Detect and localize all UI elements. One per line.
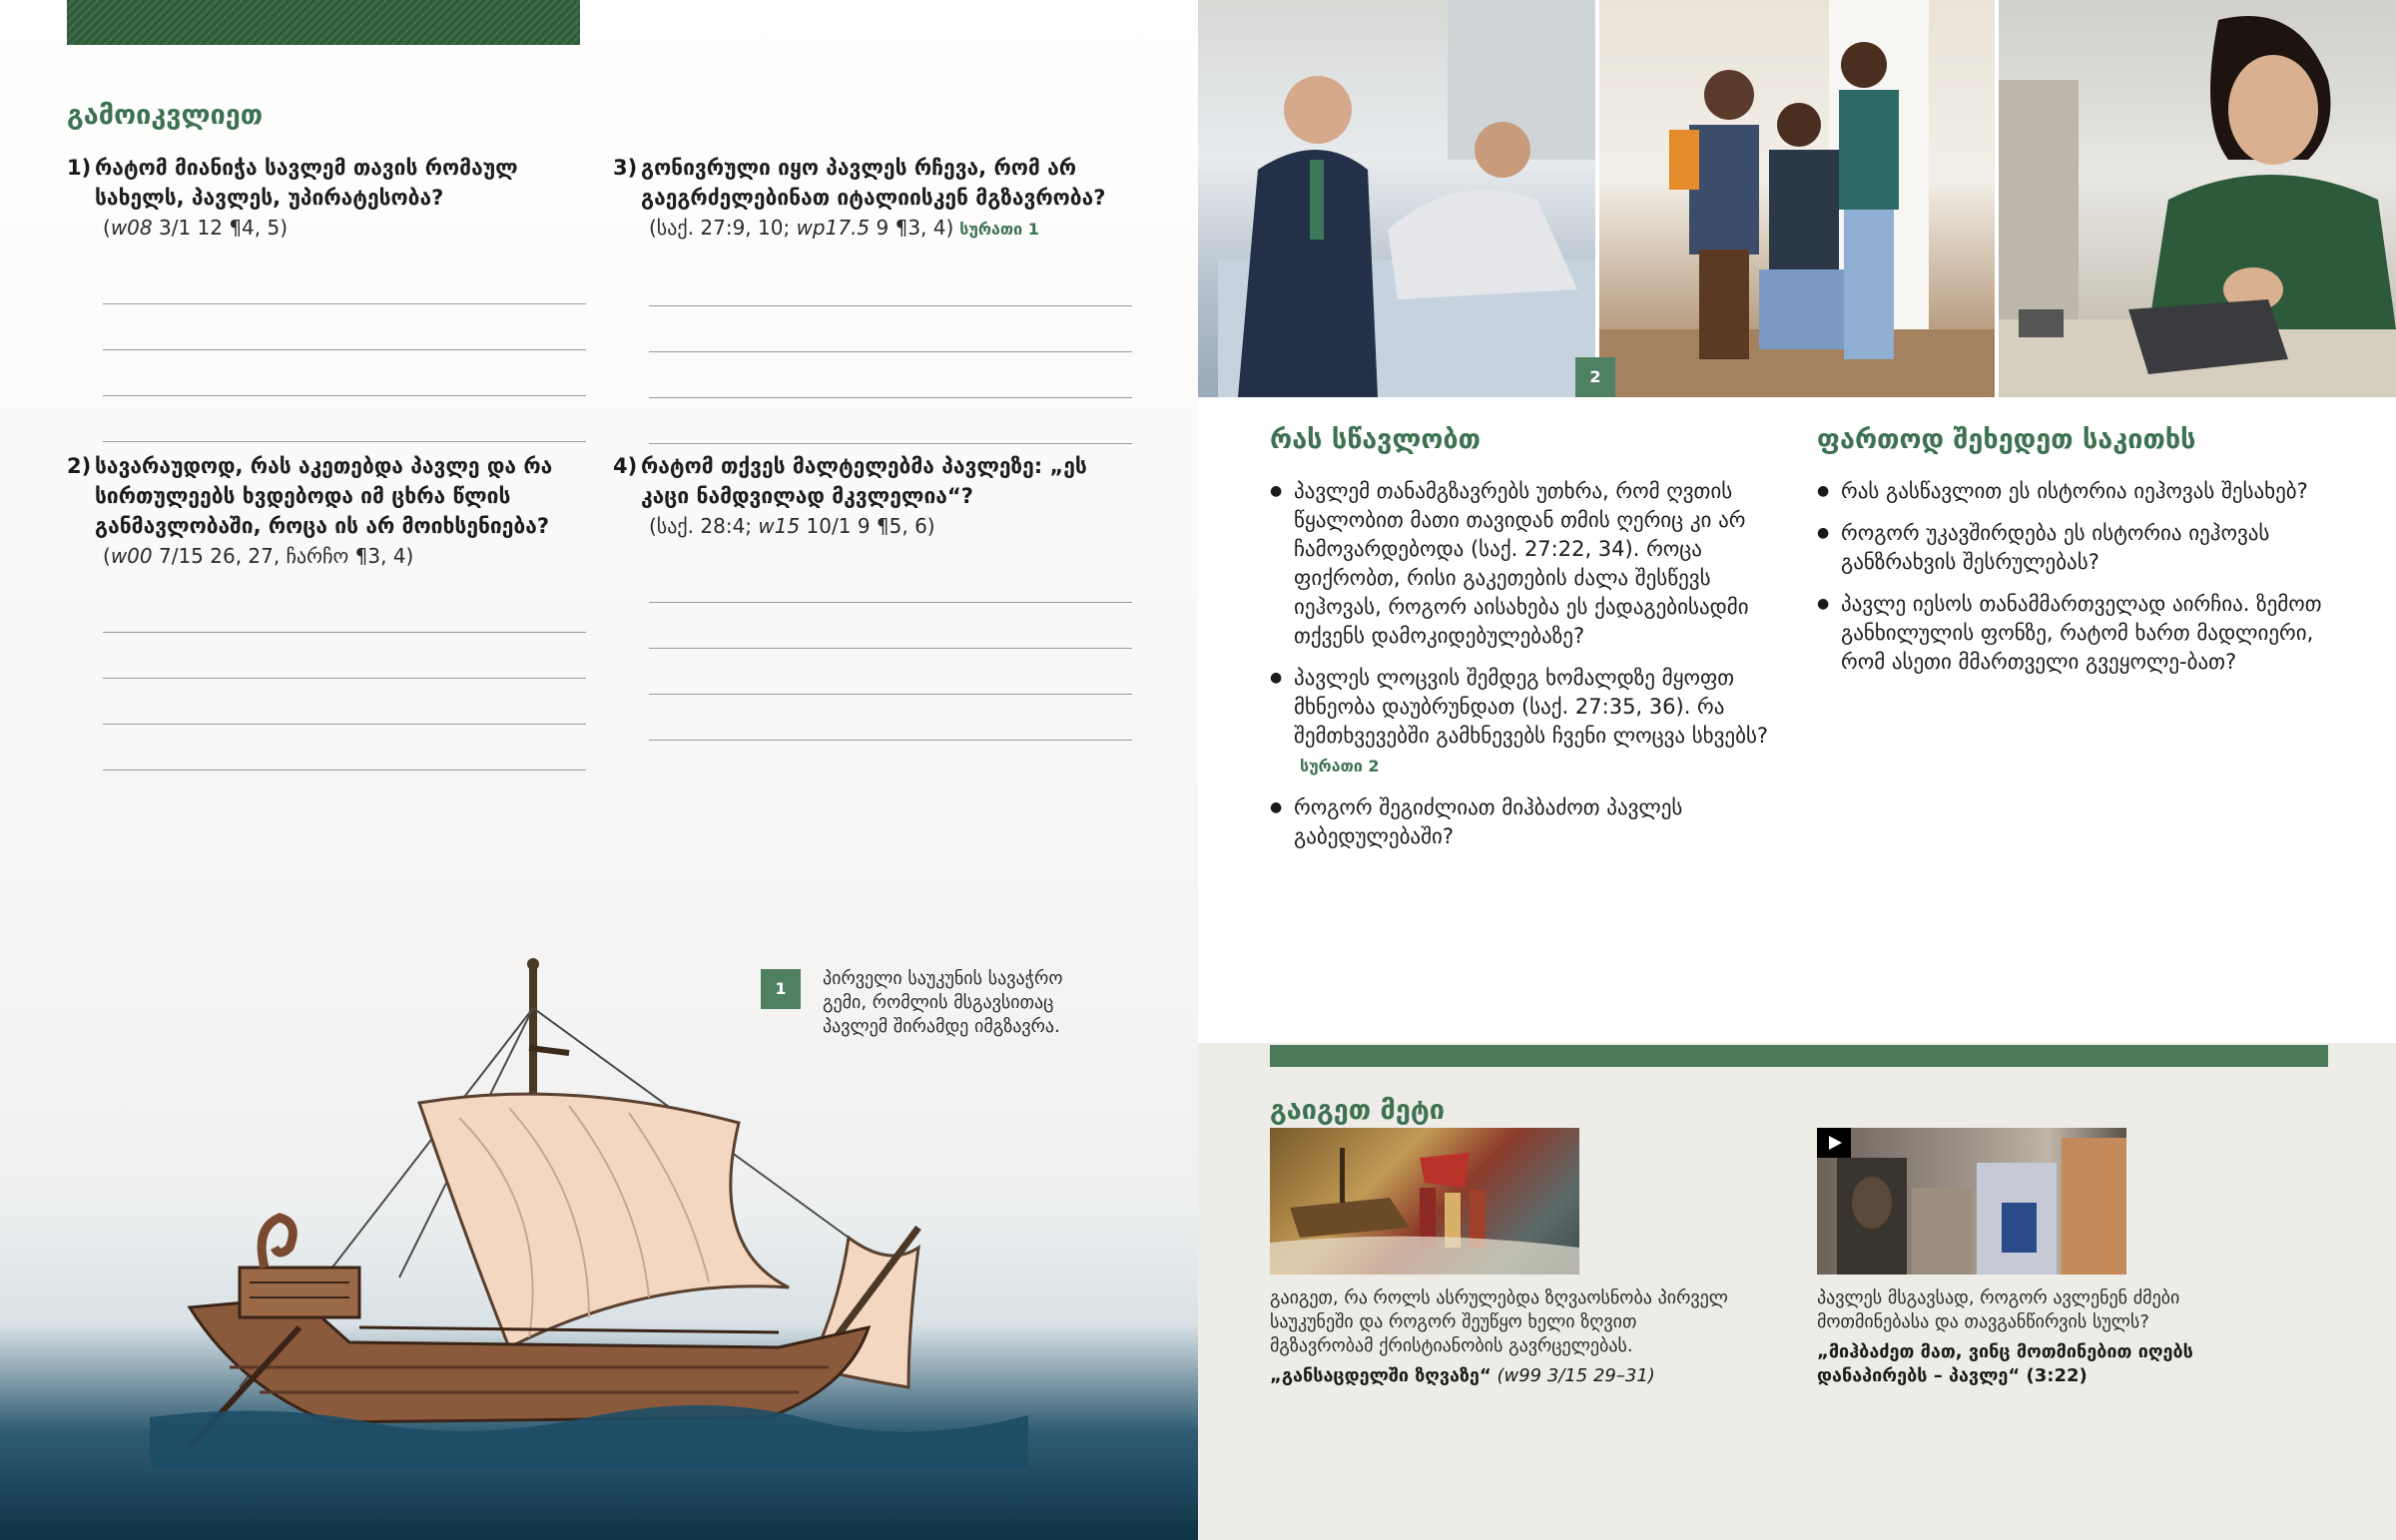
answer-line[interactable] bbox=[103, 258, 586, 304]
mast-top bbox=[527, 958, 539, 970]
question-text: გონივრული იყო პავლეს რჩევა, რომ არ გაეგრძელებინათ იტალიისკენ მგზავრობა? bbox=[641, 156, 1106, 210]
wide-item bbox=[1817, 519, 2356, 577]
answer-line[interactable] bbox=[649, 352, 1132, 398]
shipwreck-painting bbox=[1270, 1128, 1579, 1275]
answer-lines[interactable] bbox=[103, 258, 586, 442]
photo-woman-prayer bbox=[1999, 0, 2396, 397]
wide-view-list bbox=[1817, 477, 2356, 690]
question-reference bbox=[103, 541, 586, 571]
learn-item-text: პავლემ თანამგზავრებს უთხრა, რომ ღვთის წყალობით მათი თავიდან თმის ღერიც კი არ ჩამოვარდებოდა (საქ. 27:22, 34). როცა ფიქრობთ, რისი გაკეთების ძალა შესწევს იეჰოვას, როგორ აისახება ეს ქადაგებისადმი თქვენს დამოკიდებულებაზე? bbox=[1294, 479, 1749, 648]
photo-collage bbox=[1817, 1128, 2126, 1275]
girl-head bbox=[1841, 42, 1887, 88]
picture-1-badge: 1 bbox=[761, 969, 801, 1009]
ref-publication[interactable]: w00 bbox=[110, 544, 153, 568]
main-sail bbox=[419, 1094, 789, 1347]
media-article[interactable] bbox=[1270, 1128, 1739, 1388]
ref-open: ( bbox=[103, 216, 111, 240]
red-flag bbox=[1420, 1153, 1470, 1188]
article-description: გაიგეთ, რა როლს ასრულებდა ზღვაოსნობა პირველ საუკუნეში და როგორ შეუწყო ხელი ზღვით მგზავრობამ ქრისტიანობის გავრცელებას. bbox=[1270, 1287, 1728, 1356]
video-link[interactable]: „მიჰბაძეთ მათ, ვინც მოთმინებით იღებს დანაპირებს – პავლე“ (3:22) bbox=[1817, 1341, 2193, 1386]
article-link-title[interactable]: „განსაცდელში ზღვაზე“ bbox=[1270, 1365, 1492, 1386]
answer-lines[interactable] bbox=[649, 260, 1132, 444]
wide-item bbox=[1817, 590, 2356, 677]
boy-shirt bbox=[1689, 125, 1759, 255]
article-thumbnail[interactable] bbox=[1270, 1128, 1579, 1275]
face bbox=[2228, 55, 2318, 165]
question-number: 3) bbox=[613, 156, 638, 180]
answer-line[interactable] bbox=[103, 350, 586, 396]
wrecked-ship bbox=[1290, 1198, 1410, 1238]
ref-open[interactable]: (საქ. 28:4; bbox=[649, 514, 759, 538]
answer-line[interactable] bbox=[103, 587, 586, 633]
answer-line[interactable] bbox=[103, 679, 586, 725]
portrait-face bbox=[1852, 1177, 1892, 1229]
question-number: 4) bbox=[613, 454, 638, 478]
mother-top bbox=[1769, 150, 1839, 269]
question-number: 1) bbox=[67, 156, 92, 180]
sign-photo bbox=[2062, 1138, 2126, 1275]
ship-illustration bbox=[150, 948, 1028, 1467]
answer-line[interactable] bbox=[649, 306, 1132, 352]
ref-open: ( bbox=[103, 544, 111, 568]
learn-list bbox=[1270, 477, 1779, 864]
question-reference bbox=[103, 213, 586, 243]
wide-view-title: ფართოდ შეხედეთ საკითხს bbox=[1817, 424, 2196, 455]
photo-family-prayer bbox=[1599, 0, 1995, 397]
girl-jeans bbox=[1844, 210, 1894, 359]
ref-publication[interactable]: w15 bbox=[758, 514, 801, 538]
phone bbox=[2019, 309, 2064, 337]
surf bbox=[1270, 1237, 1579, 1275]
answer-line[interactable] bbox=[649, 398, 1132, 444]
visitor-tie bbox=[1310, 160, 1324, 240]
question-reference bbox=[649, 213, 1132, 245]
article-link-ref[interactable]: (w99 3/15 29–31) bbox=[1491, 1365, 1655, 1386]
ref-rest: 3/1 12 ¶4, 5) bbox=[152, 216, 289, 240]
wide-item-text: როგორ უკავშირდება ეს ისტორია იეჰოვას განზრახვის შესრულებას? bbox=[1841, 521, 2270, 574]
learn-item-text: პავლეს ლოცვის შემდეგ ხომალდზე მყოფთ მხნეობა დაუბრუნდათ (საქ. 27:35, 36). რა შემთხვევებში გამხნევებს ჩვენი ლოცვა სხვებს? bbox=[1294, 666, 1769, 748]
learn-title: რას სწავლობთ bbox=[1270, 424, 1481, 455]
ref-open[interactable]: (საქ. 27:9, 10; bbox=[649, 216, 797, 240]
answer-line[interactable] bbox=[103, 304, 586, 350]
answer-line[interactable] bbox=[103, 633, 586, 679]
patient bbox=[1388, 190, 1577, 299]
family-scene bbox=[1599, 0, 1995, 397]
ref-rest: 10/1 9 ¶5, 6) bbox=[800, 514, 935, 538]
boy-pants bbox=[1699, 250, 1749, 359]
right-page bbox=[1198, 0, 2396, 1540]
picture-1-tag[interactable]: სურათი 1 bbox=[959, 220, 1039, 239]
decorative-banner bbox=[67, 0, 580, 45]
answer-line[interactable] bbox=[649, 260, 1132, 306]
answer-line[interactable] bbox=[649, 603, 1132, 649]
picture-2-badge: 2 bbox=[1575, 357, 1615, 397]
research-title: გამოიკვლიეთ bbox=[67, 100, 264, 131]
boy-backpack bbox=[1669, 130, 1699, 190]
learn-more-bar bbox=[1270, 1045, 2328, 1067]
question-4 bbox=[613, 451, 1132, 741]
article-link[interactable] bbox=[1270, 1364, 1739, 1388]
answer-lines[interactable] bbox=[649, 557, 1132, 741]
girl-shirt bbox=[1839, 90, 1899, 210]
answer-line[interactable] bbox=[103, 396, 586, 442]
question-text: სავარაუდოდ, რას აკეთებდა პავლე და რა სირთულეებს ხვდებოდა იმ ცხრა წლის განმავლობაში, როცა ის არ მოიხსენიება? bbox=[95, 454, 553, 538]
wide-item bbox=[1817, 477, 2356, 506]
question-text: რატომ თქვეს მალტელებმა პავლეზე: „ეს კაცი ნამდვილად მკვლელია“? bbox=[641, 454, 1087, 508]
video-description: პავლეს მსგავსად, როგორ ავლენენ ძმები მოთმინებასა და თავგანწირვის სულს? bbox=[1817, 1287, 2180, 1332]
boy-head bbox=[1704, 70, 1754, 120]
video-thumbnail[interactable] bbox=[1817, 1128, 2126, 1275]
man-suit bbox=[2002, 1203, 2037, 1253]
wide-item-text: რას გასწავლით ეს ისტორია იეჰოვას შესახებ? bbox=[1841, 479, 2308, 503]
hospital-scene bbox=[1198, 0, 1595, 397]
learn-item bbox=[1270, 477, 1779, 651]
mother-head bbox=[1777, 103, 1821, 147]
learn-item-text: როგორ შეგიძლიათ მიჰბაძოთ პავლეს გაბედულებაში? bbox=[1294, 795, 1683, 848]
picture-2-tag[interactable]: სურათი 2 bbox=[1300, 757, 1380, 775]
answer-line[interactable] bbox=[103, 725, 586, 770]
shelf bbox=[1999, 80, 2079, 319]
question-number: 2) bbox=[67, 454, 92, 478]
group-photo bbox=[1912, 1188, 1972, 1275]
picture-1-caption-text: პირველი საუკუნის სავაჭრო გემი, რომლის მსგავსითაც პავლემ შირამდე იმგზავრა. bbox=[823, 968, 1063, 1037]
learn-more-section bbox=[1198, 1043, 2396, 1540]
deck-rail bbox=[359, 1327, 779, 1332]
visitor-head bbox=[1284, 76, 1352, 144]
broken-mast bbox=[1340, 1148, 1345, 1203]
question-text: რატომ მიანიჭა სავლემ თავის რომაულ სახელს, პავლეს, უპირატესობა? bbox=[95, 156, 518, 210]
visitor-suit bbox=[1238, 150, 1378, 397]
answer-lines[interactable] bbox=[103, 587, 586, 770]
question-reference bbox=[649, 511, 1132, 541]
learn-item bbox=[1270, 793, 1779, 851]
answer-line[interactable] bbox=[649, 557, 1132, 603]
ref-publication[interactable]: w08 bbox=[110, 216, 153, 240]
patient-head bbox=[1475, 122, 1530, 178]
question-2 bbox=[67, 451, 586, 770]
answer-line[interactable] bbox=[649, 649, 1132, 695]
ref-rest: 7/15 26, 27, ჩარჩო ¶3, 4) bbox=[152, 544, 414, 568]
woman-scene bbox=[1999, 0, 2396, 397]
question-1 bbox=[67, 153, 586, 442]
ref-rest: 9 ¶3, 4) bbox=[870, 216, 954, 240]
stern-cabin bbox=[240, 1268, 359, 1317]
question-3 bbox=[613, 153, 1132, 444]
learn-more-title: გაიგეთ მეტი bbox=[1270, 1095, 1445, 1126]
stern-post bbox=[262, 1218, 293, 1268]
play-icon[interactable] bbox=[1817, 1128, 1851, 1158]
wide-item-text: პავლე იესოს თანამმართველად აირჩია. ზემოთ განხილულის ფონზე, რატომ ხართ მადლიერი, რომ ასეთი მმართველი გვეყოლე-ბათ? bbox=[1841, 592, 2322, 674]
answer-line[interactable] bbox=[649, 695, 1132, 741]
learn-item bbox=[1270, 664, 1779, 780]
ref-publication[interactable]: wp17.5 bbox=[796, 216, 871, 240]
photo-hospital-visit bbox=[1198, 0, 1595, 397]
media-video[interactable] bbox=[1817, 1128, 2286, 1388]
